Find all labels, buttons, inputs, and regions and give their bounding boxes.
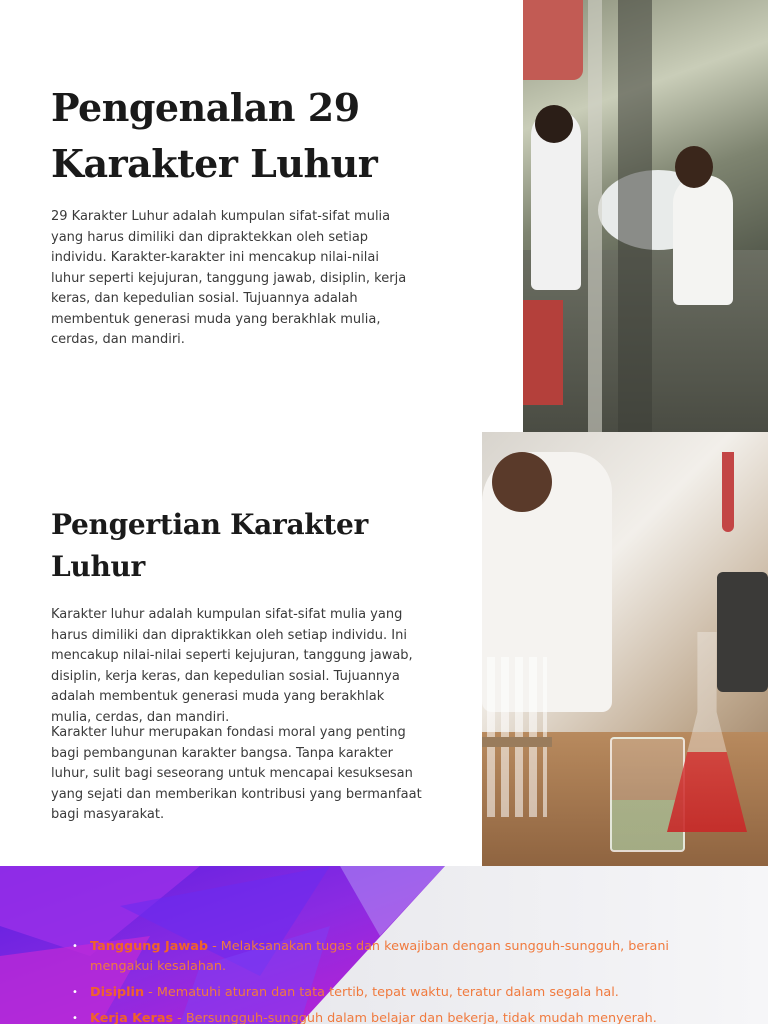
bullet-icon: • (72, 941, 78, 952)
bullet-icon: • (72, 1013, 78, 1024)
definition-title: Pengertian Karakter Luhur (51, 508, 369, 583)
item-desc: - Bersungguh-sungguh dalam belajar dan bekerja, tidak mudah menyerah. (173, 1011, 657, 1024)
laboratory-photo (482, 432, 768, 866)
list-item (72, 983, 712, 1003)
item-desc: - Mematuhi aturan dan tata tertib, tepat waktu, teratur dalam segala hal. (144, 985, 619, 1000)
list-item (72, 1009, 712, 1024)
intro-paragraph: 29 Karakter Luhur adalah kumpulan sifat-sifat mulia yang harus dimiliki dan dipraktekkan oleh setiap individu. Karakter-karakter ini mencakup nilai-nilai luhur seperti kejujuran, tanggung jawab, disiplin, kerja keras, dan kepedulian sosial. Tujuannya adalah membentuk generasi muda yang berakhlak mulia, cerdas, dan mandiri. (51, 209, 407, 347)
bullet-icon: • (72, 987, 78, 998)
item-term: Tanggung Jawab (90, 939, 208, 954)
definition-paragraph-1: Karakter luhur adalah kumpulan sifat-sifat mulia yang harus dimiliki dan dipraktikkan oleh setiap individu. Ini mencakup nilai-nilai seperti kejujuran, tanggung jawab, disiplin, kerja keras, dan kepedulian sosial. Tujuannya adalah membentuk generasi muda yang berakhlak mulia, cerdas, dan mandiri. (51, 607, 413, 725)
definition-paragraph-2: Karakter luhur merupakan fondasi moral yang penting bagi pembangunan karakter bangsa. Tanpa karakter luhur, sulit bagi seseorang untuk mencapai kesuksesan yang sejati dan memberikan kontribusi yang bermanfaat bagi masyarakat. (51, 725, 422, 822)
item-term: Disiplin (90, 985, 145, 1000)
intro-section (0, 0, 768, 432)
item-desc: - Melaksanakan tugas dan kewajiban dengan sungguh-sungguh, berani mengakui kesalahan. (90, 939, 669, 974)
classroom-photo (523, 0, 768, 432)
definition-section (0, 432, 768, 866)
character-list (72, 937, 712, 1024)
intro-title: Pengenalan 29 Karakter Luhur (51, 85, 378, 186)
character-list-section (0, 866, 768, 1024)
list-item (72, 937, 712, 977)
item-term: Kerja Keras (90, 1011, 174, 1024)
